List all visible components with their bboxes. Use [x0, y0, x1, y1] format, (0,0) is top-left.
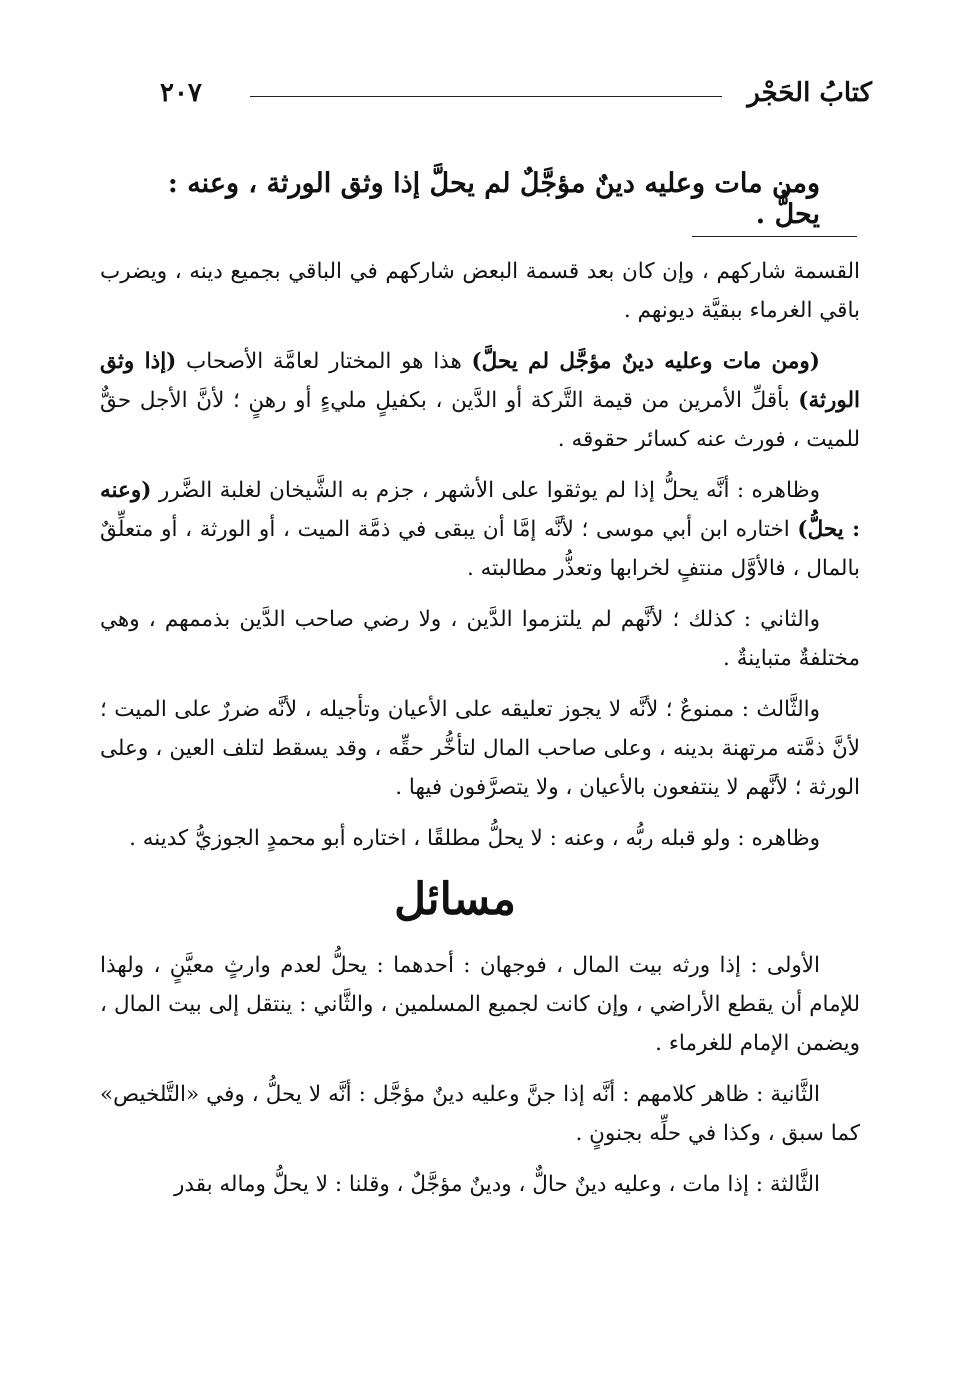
paragraph-2 — [100, 342, 860, 459]
commentary-body — [100, 252, 860, 1216]
matn-quote: (ومن مات وعليه دينٌ مؤجَّل لم يحلَّ) — [471, 349, 820, 374]
masala-1: الأولى : إذا ورثه بيت المال ، فوجهان : أحدهما : يحلُّ لعدم وارثٍ معيَّنٍ ، ولهذا للإمام أن يقطع الأراضي ، وإن كانت لجميع المسلمين ، والثَّاني : ينتقل إلى بيت المال ، ويضمن الإمام للغرماء . — [100, 953, 860, 1056]
page-number: ٢٠٧ — [160, 78, 202, 108]
matn-text: ومن مات وعليه دينٌ مؤجَّلٌ لم يحلَّ إذا وثق الورثة ، وعنه : يحلُّ . — [167, 168, 820, 230]
paragraph-1: القسمة شاركهم ، وإن كان بعد قسمة البعض شاركهم في الباقي بجميع دينه ، ويضرب باقي الغرماء ببقيَّة ديونهم . — [100, 259, 860, 323]
masala-3: الثَّالثة : إذا مات ، وعليه دينٌ حالٌّ ، ودينٌ مؤجَّلٌ ، وقلنا : لا يحلُّ وماله بقدر — [174, 1172, 820, 1197]
masala-2: الثَّانية : ظاهر كلامهم : أنَّه إذا جنَّ وعليه دينٌ مؤجَّل : أنَّه لا يحلُّ ، وفي «التَّلخيص» كما سبق ، وكذا في حلِّه بجنونٍ . — [100, 1082, 860, 1146]
paragraph-6: وظاهره : ولو قبله ربُّه ، وعنه : لا يحلُّ مطلقًا ، اختاره أبو محمدٍ الجوزيُّ كدينه . — [129, 826, 820, 851]
chapter-title: كتابُ الحَجْر — [747, 78, 872, 108]
commentary-text: هذا هو المختار لعامَّة الأصحاب — [176, 349, 472, 374]
matn-separator — [692, 236, 857, 237]
paragraph-5: والثَّالث : ممنوعٌ ؛ لأنَّه لا يجوز تعليقه على الأعيان وتأجيله ، لأنَّه ضررٌ على الميت ؛ لأنَّ ذمَّته مرتهنة بدينه ، وعلى صاحب المال لتأخُّر حقِّه ، وقد يسقط لتلف العين ، وعلى الورثة ؛ لأنَّهم لا ينتفعون بالأعيان ، ولا يتصرَّفون فيها . — [100, 697, 860, 800]
section-heading: مسائل — [394, 874, 516, 925]
header-rule — [250, 96, 722, 97]
matn-quote: (إذا وثق الورثة) — [100, 349, 860, 413]
commentary-text: بأقلِّ الأمرين من قيمة التَّركة أو الدَّين ، بكفيلٍ مليءٍ أو رهنٍ ؛ لأنَّ الأجل حقٌّ للميت ، فورث عنه كسائر حقوقه . — [100, 388, 860, 452]
matn-quote: (وعنه : يحلُّ) — [100, 478, 860, 542]
running-header — [140, 78, 872, 118]
paragraph-3 — [100, 471, 860, 588]
paragraph-4: والثاني : كذلك ؛ لأنَّهم لم يلتزموا الدَّين ، ولا رضي صاحب الدَّين بذممهم ، وهي مختلفةٌ متباينةٌ . — [100, 607, 860, 671]
commentary-text: وظاهره : أنَّه يحلُّ إذا لم يوثقوا على الأشهر ، جزم به الشَّيخان لغلبة الضَّرر — [151, 478, 820, 503]
commentary-text: اختاره ابن أبي موسى ؛ لأنَّه إمَّا أن يبقى في ذمَّة الميت ، أو الورثة ، أو متعلِّقٌ بالمال ، فالأوَّل منتفٍ لخرابها وتعذُّر مطالبته . — [100, 517, 860, 581]
